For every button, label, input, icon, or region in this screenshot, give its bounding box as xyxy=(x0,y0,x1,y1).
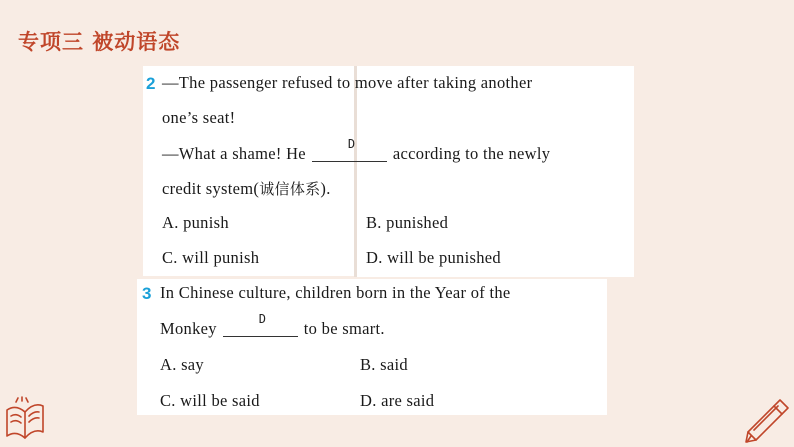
question-2-option-d: D. will be punished xyxy=(366,248,501,267)
question-2-option-a: A. punish xyxy=(162,213,229,232)
question-2-line-4-pre: credit system( xyxy=(162,179,260,198)
question-2-line-3 xyxy=(162,137,551,164)
question-2-option-c: C. will punish xyxy=(162,248,260,267)
question-3-option-a: A. say xyxy=(160,355,204,374)
question-3-option-b: B. said xyxy=(360,355,408,374)
question-3-option-c: C. will be said xyxy=(160,391,260,410)
question-2-line-2: one’s seat! xyxy=(162,108,236,127)
question-3-answer: D xyxy=(258,312,267,326)
question-2-number: 2 xyxy=(146,74,156,93)
question-2-line-3-post: according to the newly xyxy=(392,144,551,163)
question-2-option-b: B. punished xyxy=(366,213,449,232)
card-divider xyxy=(354,66,357,277)
question-2-line-4-cn: 诚信体系 xyxy=(259,180,321,198)
question-2-card-left xyxy=(143,66,356,276)
open-book-icon xyxy=(4,396,46,442)
question-2-line-1: —The passenger refused to move after taking another xyxy=(162,73,533,92)
question-3-line-2-post: to be smart. xyxy=(303,319,385,338)
question-3-number: 3 xyxy=(142,284,152,303)
question-2-card-right xyxy=(356,66,634,277)
question-2-line-4-post: ). xyxy=(320,179,331,198)
question-3-blank xyxy=(223,312,298,337)
section-title: 专项三 被动语态 xyxy=(18,30,181,54)
pencil-icon xyxy=(740,396,792,446)
question-3-line-2 xyxy=(160,312,385,339)
question-3-option-d: D. are said xyxy=(360,391,435,410)
question-2-line-3-pre: —What a shame! He xyxy=(162,144,306,163)
question-3-line-1: In Chinese culture, children born in the Year of the xyxy=(160,283,511,302)
question-2-blank xyxy=(312,137,387,162)
question-3-line-2-pre: Monkey xyxy=(160,319,217,338)
question-2-answer: D xyxy=(347,137,356,151)
question-2-line-4 xyxy=(162,178,331,199)
